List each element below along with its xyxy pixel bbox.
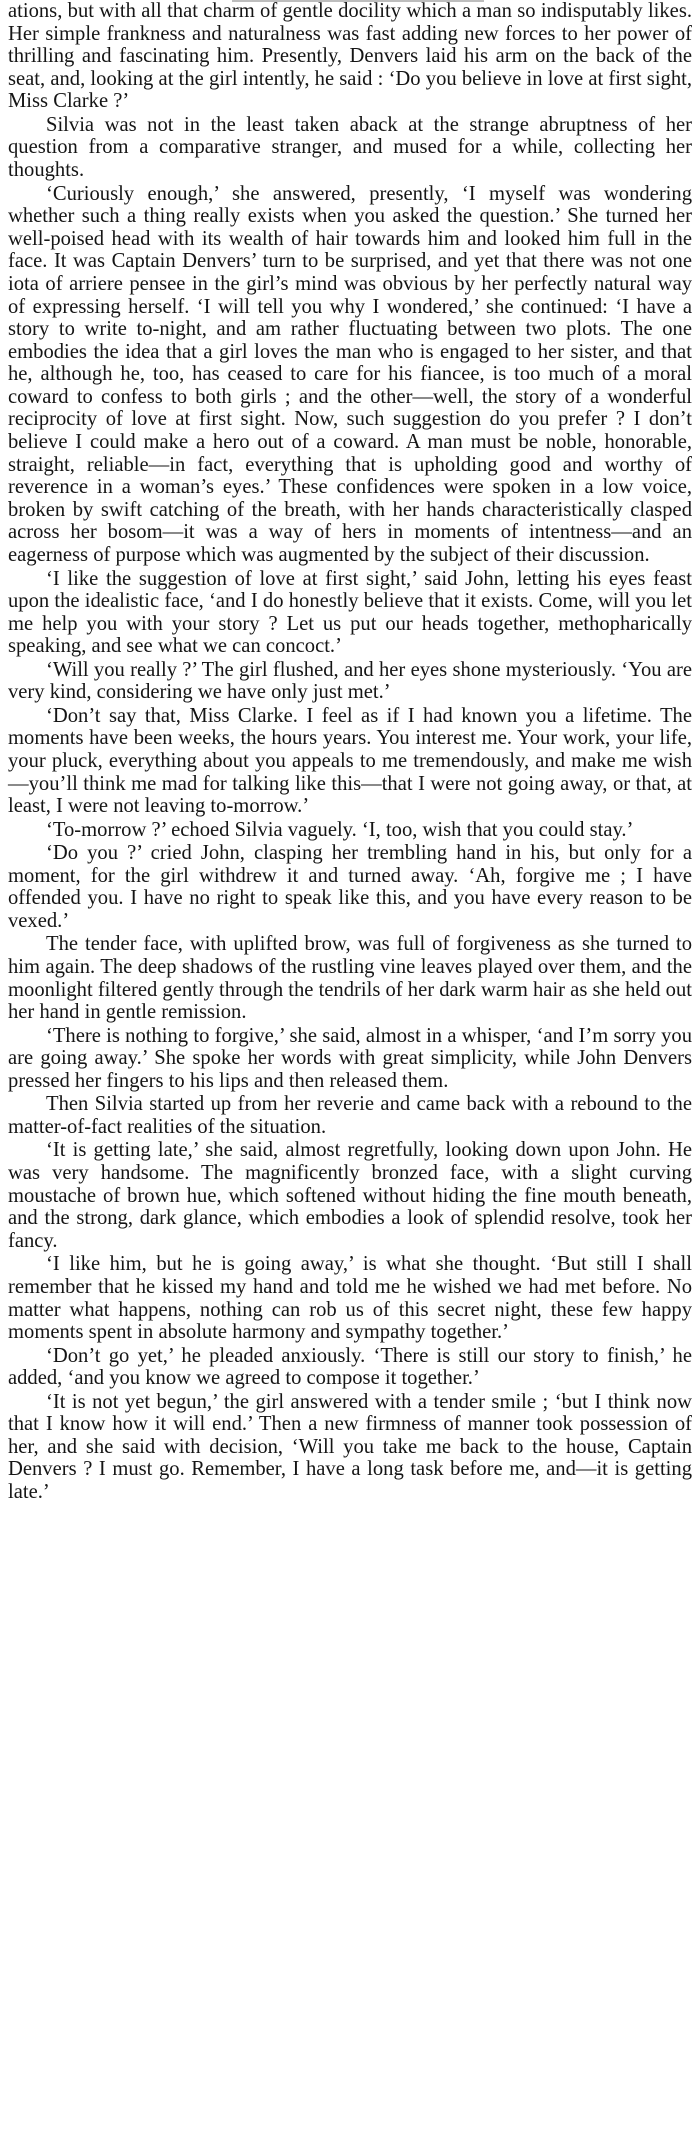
paragraph: ‘It is getting late,’ she said, almost regretfully, looking down upon John. He was very handsome. The magnificently bronzed face, with a slight curving moustache of brown hue, which softened without hiding the fine mouth beneath, and the strong, dark glance, which embodies a look of splendid resolve, took her fancy. [8,1139,692,1252]
article-column [8,0,692,2153]
paragraph: The tender face, with uplifted brow, was full of forgiveness as she turned to him again. The deep shadows of the rustling vine leaves played over them, and the moonlight filtered gently through the tendrils of her dark warm hair as she held out her hand in gentle remission. [8,933,692,1024]
paragraph: ‘Don’t say that, Miss Clarke. I feel as if I had known you a lifetime. The moments have been weeks, the hours years. You interest me. Your work, your life, your pluck, everything about you appeals to me tremendously, and make me wish—you’ll think me mad for talking like this—that I were not going away, or that, at least, I were not leaving to-morrow.’ [8,704,692,818]
paragraph: ‘Curiously enough,’ she answered, presently, ‘I myself was wondering whether such a thing really exists when you asked the question.’ She turned her well-poised head with its wealth of hair towards him and looked him full in the face. It was Captain Denvers’ turn to be surprised, and yet that there was not one iota of arriere pensee in the girl’s mind was obvious by her perfectly natural way of expressing herself. ‘I will tell you why I wondered,’ she continued: ‘I have a story to write to-night, and am rather fluctuating between two plots. The one embodies the idea that a girl loves the man who is engaged to her sister, and that he, although he, too, has ceased to care for his fiancee, is too much of a moral coward to confess to both girls ; and the other—well, the story of a wonderful reciprocity of love at first sight. Now, such suggestion do you prefer ? I don’t believe I could make a hero out of a coward. A man must be noble, honorable, straight, reliable—in fact, everything that is upholding good and worthy of reverence in a woman’s eyes.’ These confidences were spoken in a low voice, broken by swift catching of the breath, with her hands characteristically clasped across her bosom—it was a way of hers in moments of intentness—and an eagerness of purpose which was augmented by the subject of their discussion. [8,182,692,567]
paragraph: Silvia was not in the least taken aback at the strange abruptness of her question from a comparative stranger, and mused for a while, collecting her thoughts. [8,113,692,182]
paragraph: ‘To-morrow ?’ echoed Silvia vaguely. ‘I, too, wish that you could stay.’ [46,818,634,841]
paragraph: ‘Don’t go yet,’ he pleaded anxiously. ‘There is still our story to finish,’ he added, ‘and you know we agreed to compose it together.’ [8,1344,692,1390]
paragraph: Then Silvia started up from her reverie and came back with a rebound to the matter-of-fact realities of the situation. [8,1093,692,1138]
paragraph: ‘Will you really ?’ The girl flushed, and her eyes shone mysteriously. ‘You are very kind, considering we have only just met.’ [8,658,692,704]
paragraph: ations, but with all that charm of gentle docility which a man so indisputably likes. Her simple frankness and naturalness was fast adding new forces to her power of thrilling and fascinating him. Presently, Denvers laid his arm on the back of the seat, and, looking at the girl intently, he said : ‘Do you believe in love at first sight, Miss Clarke ?’ [8,0,692,113]
paragraph: ‘I like him, but he is going away,’ is what she thought. ‘But still I shall remember that he kissed my hand and told me he wished we had met before. No matter what happens, nothing can rob us of this secret night, these few happy moments spent in absolute harmony and sympathy together.’ [8,1253,692,1344]
paragraph: ‘Do you ?’ cried John, clasping her trembling hand in his, but only for a moment, for the girl withdrew it and turned away. ‘Ah, forgive me ; I have offended you. I have no right to speak like this, and you have every reason to be vexed.’ [8,842,692,932]
paragraph: ‘I like the suggestion of love at first sight,’ said John, letting his eyes feast upon the idealistic face, ‘and I do honestly believe that it exists. Come, will you let me help you with your story ? Let us put our heads together, methopharically speaking, and see what we can concoct.’ [8,567,692,658]
paragraph: ‘It is not yet begun,’ the girl answered with a tender smile ; ‘but I think now that I know how it will end.’ Then a new firmness of manner took possession of her, and she said with decision, ‘Will you take me back to the house, Captain Denvers ? I must go. Remember, I have a long task before me, and—it is getting late.’ [8,1390,692,1504]
paragraph: ‘There is nothing to forgive,’ she said, almost in a whisper, ‘and I’m sorry you are going away.’ She spoke her words with great simplicity, while John Denvers pressed her fingers to his lips and then released them. [8,1024,692,1092]
